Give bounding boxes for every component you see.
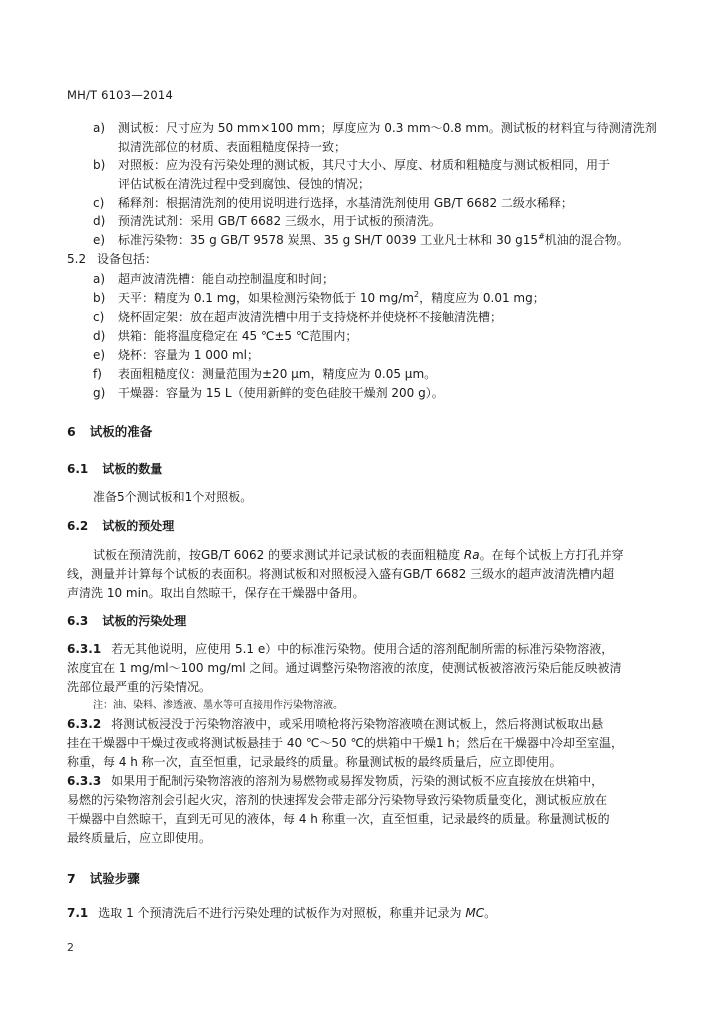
list-label: d) [93,329,106,343]
list-label: e) [93,233,106,247]
section-number: 5.2 [67,252,87,266]
list-label: d) [93,214,106,228]
page-number: 2 [67,941,74,954]
paragraph-line: 最终质量后，应立即使用。 [67,831,212,845]
list-item-line: 干燥器：容量为 15 L（使用新鲜的变色硅胶干燥剂 200 g）。 [118,386,444,400]
list-item-line: 超声波清洗槽：能自动控制温度和时间； [118,272,335,286]
section-6-2-heading: 6.2 试板的预处理 [67,519,175,533]
section-6-heading: 6 试板的准备 [67,424,153,439]
paragraph-line: 易燃的污染物溶剂会引起火灾，溶剂的快速挥发会带走部分污染物导致污染物质量变化，测试板应放在 [67,793,608,807]
paragraph-line: 试板在预清洗前，按GB/T 6062 的要求测试并记录试板的表面粗糙度 Ra。在每个试板上方打孔并穿 [93,548,624,562]
paragraph-line: 浓度宜在 1 mg/ml～100 mg/ml 之间。通过调整污染物溶液的浓度，使测试板被溶液污染后能反映被清 [67,661,622,675]
list-label: a) [93,272,106,286]
list-item-line: 天平：精度为 0.1 mg，如果检测污染物低于 10 $mg/m^2$，精度应为 0.01 mg； [118,290,545,305]
ra-symbol: Ra [463,548,480,562]
list-label: a) [93,121,106,135]
paragraph-line: 声清洗 10 min。取出自然晾干，保存在干燥器中备用。 [67,586,365,600]
list-label: e) [93,348,106,362]
list-label: b) [93,291,106,305]
section-intro: 设备包括： [97,252,158,266]
superscript-mark: 2 [413,290,420,299]
list-item-line: 预清洗试剂：采用 GB/T 6682 三级水，用于试板的预清洗。 [118,214,441,228]
paragraph-line: 线，测量并计算每个试板的表面积。将测试板和对照板浸入盛有GB/T 6682 三级水的超声波清洗槽内超 [67,567,615,581]
note-text: 注：油、染料、渗透液、墨水等可直接用作污染物溶液。 [93,700,343,711]
clause-number: 6.3.3 [67,774,102,788]
list-item-line: 烧杯固定架：放在超声波清洗槽中用于支持烧杯并使烧杯不接触清洗槽； [118,310,503,324]
superscript-mark: # [538,232,545,241]
paragraph-line: 准备5个测试板和1个对照板。 [93,490,253,504]
list-item-line: 表面粗糙度仪：测量范围为±20 μm，精度应为 0.05 μm。 [118,367,437,381]
clause-number: 7.1 [67,906,89,920]
section-7-heading: 7 试验步骤 [67,871,140,886]
list-label: g) [93,386,106,400]
list-item-line: 标准污染物：35 g GB/T 9578 炭黑、35 g SH/T 0039 工业凡士林和 30 g15#机油的混合物。 [118,232,629,247]
list-item-line: 对照板：应为没有污染处理的测试板，其尺寸大小、厚度、材质和粗糙度与测试板相同，用于 [118,158,611,172]
list-item-line: 拟清洗部位的材质、表面粗糙度保持一致； [118,140,347,154]
list-label: c) [93,310,105,324]
list-label: f) [93,367,102,381]
list-label: c) [93,196,105,210]
list-item-line: 烘箱：能将温度稳定在 45 ℃±5 ℃范围内； [118,329,358,343]
clause-number: 6.3.2 [67,717,102,731]
paragraph-line: 干燥器中自然晾干，直到无可见的液体，每 4 h 称重一次，直至恒重，记录最终的质量。称量测试板的 [67,812,610,826]
clause-number: 6.3.1 [67,642,102,656]
paragraph-line: 6.3.1 若无其他说明，应使用 5.1 e）中的标准污染物。使用合适的溶剂配制所需的标准污染物溶液， [67,642,614,656]
list-item-line: 稀释剂：根据清洗剂的使用说明进行选择，水基清洗剂使用 GB/T 6682 二级水稀释； [118,196,573,210]
list-label: b) [93,158,106,172]
paragraph-line: 洗部位最严重的污染情况。 [67,680,212,694]
paragraph-line: 6.3.2 将测试板浸没于污染物溶液中，或采用喷枪将污染物溶液喷在测试板上，然后将测试板取出悬 [67,717,604,731]
standard-code-header: MH/T 6103—2014 [67,88,173,102]
paragraph-line: 称重，每 4 h 称一次，直至恒重，记录最终的质量。称量测试板的最终质量后，应立即使用。 [67,755,562,769]
paragraph-line: 7.1 选取 1 个预清洗后不进行污染处理的试板作为对照板，称重并记录为 MC。 [67,906,497,920]
section-6-3-heading: 6.3 试板的污染处理 [67,614,187,628]
list-item-line: 评估试板在清洗过程中受到腐蚀、侵蚀的情况； [118,177,371,191]
list-item-line: 烧杯：容量为 1 000 ml； [118,348,260,362]
mc-symbol: MC [465,906,485,920]
section-6-1-heading: 6.1 试板的数量 [67,462,163,476]
list-item-line: 测试板：尺寸应为 50 mm×100 mm；厚度应为 0.3 mm～0.8 mm。测试板的材料宜与待测清洗剂 [118,121,657,135]
paragraph-line: 6.3.3 如果用于配制污染物溶液的溶剂为易燃物或易挥发物质，污染的测试板不应直接放在烘箱中， [67,774,604,788]
paragraph-line: 挂在干燥器中干燥过夜或将测试板悬挂于 40 ℃～50 ℃的烘箱中干燥1 h；然后在干燥器中冷却至室温， [67,736,623,750]
